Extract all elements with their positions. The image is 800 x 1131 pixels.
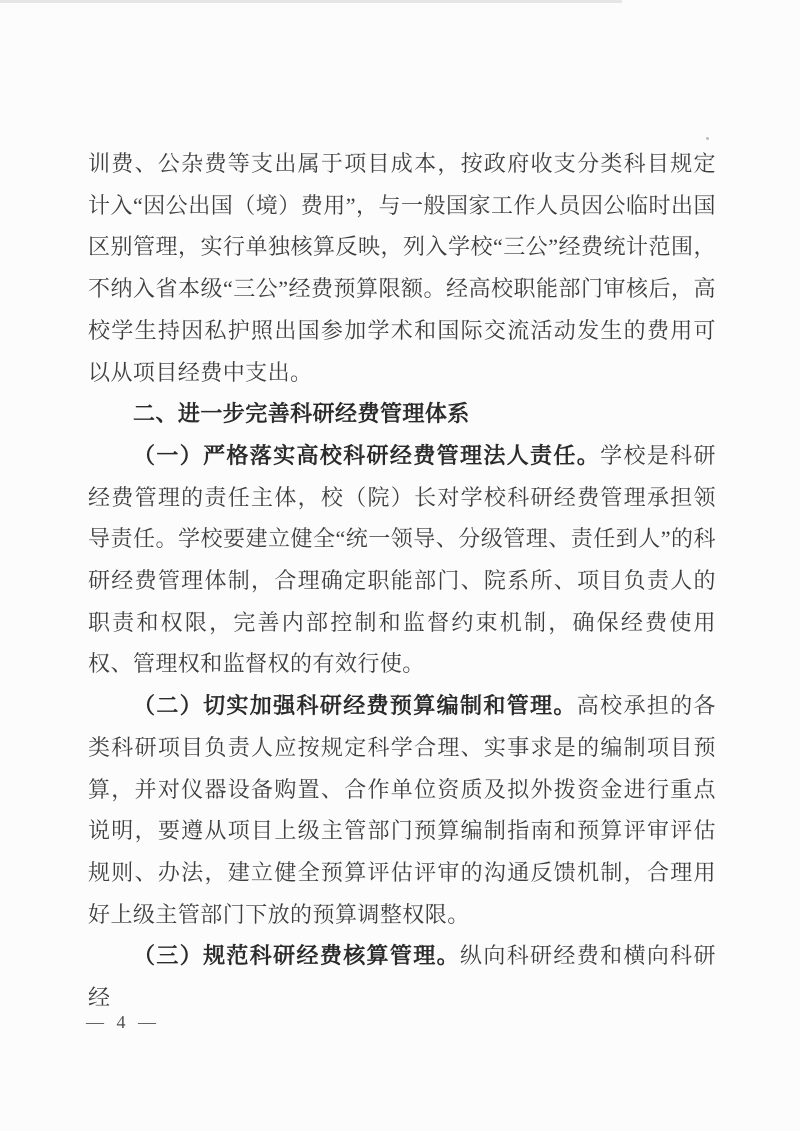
document-body [88, 143, 716, 1019]
paragraph-item-1-lead: （一）严格落实高校科研经费管理法人责任。 [133, 442, 601, 468]
section-heading: 二、进一步完善科研经费管理体系 [133, 401, 470, 427]
scan-artifact-speck [706, 137, 709, 140]
paragraph-item-2-lead: （二）切实加强科研经费预算编制和管理。 [133, 693, 577, 719]
paragraph-item-3-lead: （三）规范科研经费核算管理。 [133, 943, 460, 969]
paragraph-item-3-text: 纵向科研经费和横向科研经 [88, 943, 716, 1011]
continuation-paragraph: 训费、公杂费等支出属于项目成本，按政府收支分类科目规定计入“因公出国（境）费用”，与一般国家工作人员因公临时出国区别管理，实行单独核算反映，列入学校“三公”经费统计范围，不纳入省本级“三公”经费预算限额。经高校职能部门审核后，高校学生持因私护照出国参加学术和国际交流活动发生的费用可以从项目经费中支出。 [88, 151, 716, 385]
paragraph-item-2-text: 高校承担的各类科研项目负责人应按规定科学合理、实事求是的编制项目预算，并对仪器设备购置、合作单位资质及拟外拨资金进行重点说明，要遵从项目上级主管部门预算编制指南和预算评审评估规则、办法，建立健全预算评估评审的沟通反馈机制，合理用好上级主管部门下放的预算调整权限。 [88, 693, 716, 927]
paragraph-item-1-text: 学校是科研经费管理的责任主体，校（院）长对学校科研经费管理承担领导责任。学校要建立健全“统一领导、分级管理、责任到人”的科研经费管理体制，合理确定职能部门、院系所、项目负责人的职责和权限，完善内部控制和监督约束机制，确保经费使用权、管理权和监督权的有效行使。 [88, 442, 716, 677]
paragraph-item-3 [88, 935, 716, 1018]
page-number: — 4 — [86, 1012, 160, 1032]
scan-artifact-top-edge [0, 0, 622, 3]
paragraph-item-1 [88, 435, 716, 685]
paragraph-item-2 [88, 685, 716, 935]
